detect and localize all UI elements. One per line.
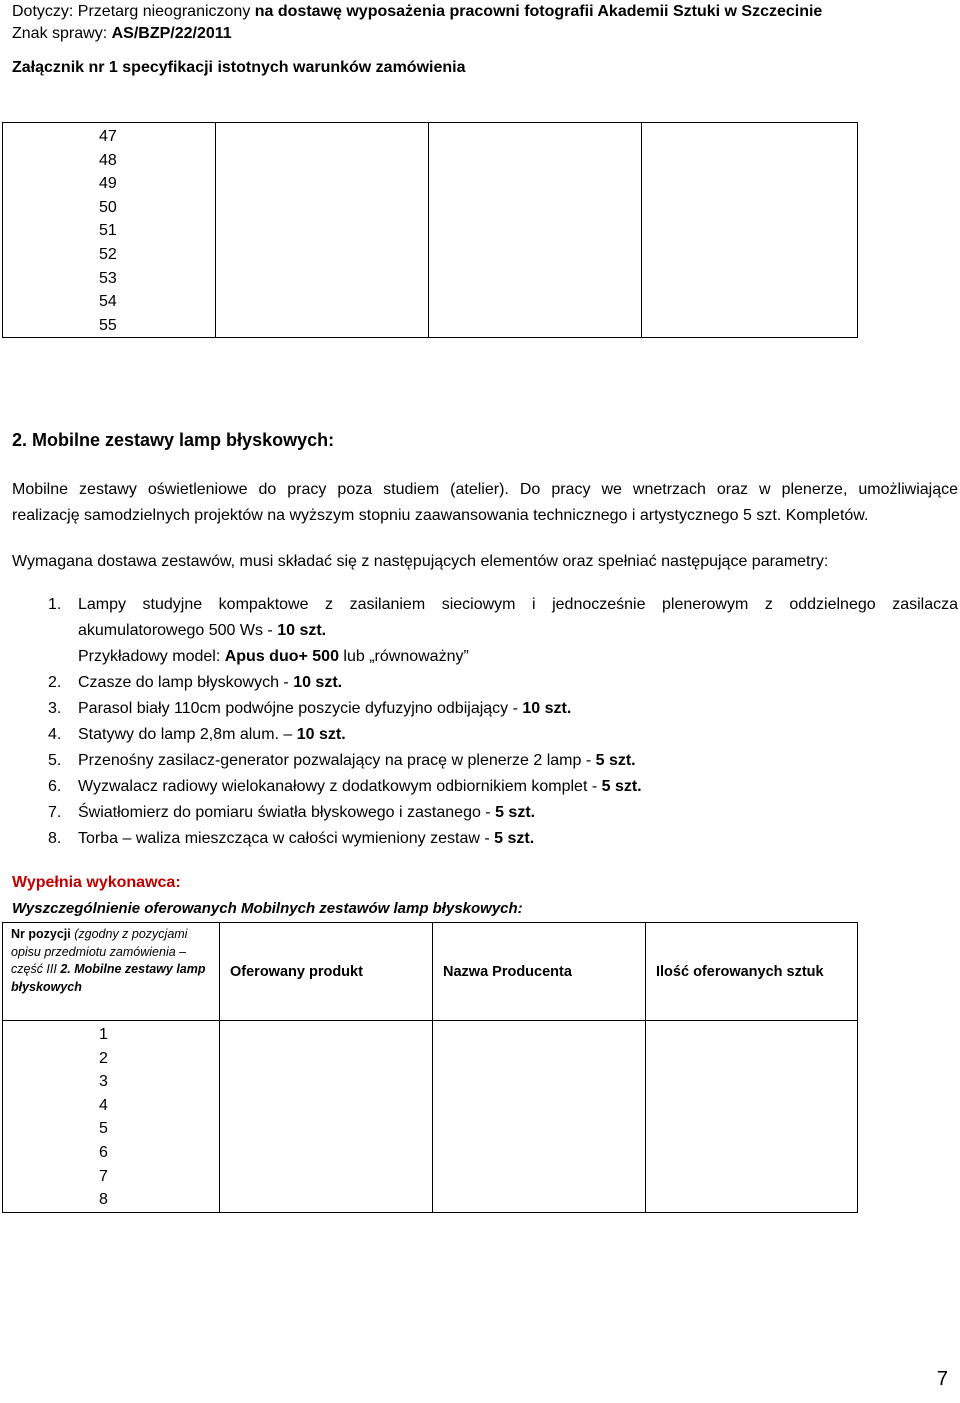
list-item-6 — [12, 774, 642, 800]
list-text: Torba – waliza mieszcząca w całości wymieniony zestaw - — [78, 830, 495, 847]
offer-quantity-input-cell[interactable] — [646, 1021, 858, 1213]
list-quantity: 5 szt. — [494, 830, 535, 847]
list-text: Czasze do lamp błyskowych - — [78, 674, 294, 691]
top-table-numbers-cell — [3, 123, 216, 338]
list-number: 8. — [48, 830, 62, 847]
offer-number: 7 — [99, 1167, 108, 1185]
list-text: Światłomierz do pomiaru światła błyskowego i zastanego - — [78, 804, 496, 821]
contractor-label: Wypełnia wykonawca: — [12, 874, 181, 891]
description-line-1: Mobilne zestawy oświetleniowe do pracy poza studiem (atelier). Do pracy we wnetrzach oraz w plenerze, umożliwiające — [12, 481, 958, 498]
top-table-cell — [216, 123, 429, 338]
offer-product-input-cell[interactable] — [220, 1021, 433, 1213]
top-table-cell — [642, 123, 858, 338]
top-number: 49 — [99, 175, 117, 193]
list-number: 1. — [48, 596, 62, 613]
offer-numbers-cell — [3, 1021, 220, 1213]
top-table — [2, 122, 858, 338]
list-item-3 — [12, 696, 571, 722]
list-quantity: 5 szt. — [595, 752, 636, 769]
nr-head-bold: Nr pozycji — [11, 927, 71, 941]
list-number: 6. — [48, 778, 62, 795]
list-item-5 — [12, 748, 636, 774]
offer-producer-input-cell[interactable] — [433, 1021, 646, 1213]
offer-header-producer: Nazwa Producenta — [433, 923, 646, 1021]
list-item-1-model — [78, 644, 469, 670]
requirements-intro: Wymagana dostawa zestawów, musi składać się z następujących elementów oraz spełniać następujące parametry: — [12, 553, 829, 570]
list-text: Statywy do lamp 2,8m alum. – — [78, 726, 297, 743]
top-number: 52 — [99, 245, 117, 263]
list-item-2 — [12, 670, 342, 696]
list-item-1-cont — [78, 618, 326, 644]
case-label: Znak sprawy: — [12, 25, 112, 42]
offer-number: 1 — [99, 1026, 108, 1043]
header-line-1 — [12, 2, 822, 22]
list-quantity: 10 szt. — [293, 674, 343, 691]
list-quantity: 10 szt. — [522, 700, 572, 717]
description-line-2: realizację samodzielnych projektów na wyższym stopniu zaawansowania technicznego i artystycznego 5 szt. Kompletów. — [12, 507, 869, 524]
list-quantity: 5 szt. — [495, 804, 536, 821]
offer-header-quantity: Ilość oferowanych sztuk — [646, 923, 858, 1021]
nr-head-section: 2. Mobilne zestawy lamp błyskowych — [11, 962, 206, 994]
list-text: akumulatorowego 500 Ws - — [78, 622, 278, 639]
nr-head-rest: (zgodny z pozycjami opisu przedmiotu zamówienia – część III — [11, 927, 188, 976]
offer-number: 5 — [99, 1120, 108, 1138]
case-number: AS/BZP/22/2011 — [111, 25, 232, 42]
list-item-1 — [12, 592, 958, 618]
list-item-8 — [12, 826, 534, 852]
list-quantity: 10 szt. — [277, 622, 327, 639]
section-title: 2. Mobilne zestawy lamp błyskowych: — [12, 430, 335, 450]
offer-number: 3 — [99, 1073, 108, 1091]
list-quantity: 10 szt. — [296, 726, 346, 743]
list-number: 2. — [48, 674, 62, 691]
list-number: 7. — [48, 804, 62, 821]
offer-number: 8 — [99, 1191, 108, 1209]
list-text: lub „równoważny” — [338, 648, 469, 665]
top-number: 48 — [99, 151, 117, 169]
top-number: 55 — [99, 316, 117, 334]
list-item-4 — [12, 722, 346, 748]
list-text: Parasol biały 110cm podwójne poszycie dyfuzyjno odbijający - — [78, 700, 523, 717]
offer-number: 2 — [99, 1049, 108, 1067]
attachment-title: Załącznik nr 1 specyfikacji istotnych warunków zamówienia — [12, 59, 466, 76]
offer-header-product: Oferowany produkt — [220, 923, 433, 1021]
list-number: 4. — [48, 726, 62, 743]
top-number: 53 — [99, 269, 117, 287]
header-line-2 — [12, 24, 232, 44]
top-number: 54 — [99, 293, 117, 311]
offer-number: 4 — [99, 1096, 108, 1114]
model-name: Apus duo+ 500 — [224, 648, 339, 665]
header-prefix: Dotyczy: Przetarg nieograniczony — [12, 3, 255, 20]
offer-header-position — [3, 923, 220, 1021]
list-number: 3. — [48, 700, 62, 717]
list-text: Wyzwalacz radiowy wielokanałowy z dodatkowym odbiornikiem komplet - — [78, 778, 602, 795]
header-subject: na dostawę wyposażenia pracowni fotografii Akademii Sztuki w Szczecinie — [254, 3, 823, 20]
list-item-7 — [12, 800, 535, 826]
offer-subtitle: Wyszczególnienie oferowanych Mobilnych zestawów lamp błyskowych: — [12, 900, 523, 917]
page-number: 7 — [936, 1368, 948, 1390]
list-text: Lampy studyjne kompaktowe z zasilaniem sieciowym i jednocześnie plenerowym z oddzielnego zasilacza — [78, 596, 958, 613]
top-number: 50 — [99, 198, 117, 216]
list-number: 5. — [48, 752, 62, 769]
top-number: 47 — [99, 128, 117, 145]
list-text: Przenośny zasilacz-generator pozwalający na pracę w plenerze 2 lamp - — [78, 752, 596, 769]
list-text: Przykładowy model: — [78, 648, 225, 665]
top-number: 51 — [99, 222, 117, 240]
list-quantity: 5 szt. — [601, 778, 642, 795]
top-table-cell — [429, 123, 642, 338]
offer-table — [2, 922, 858, 1213]
offer-number: 6 — [99, 1143, 108, 1161]
